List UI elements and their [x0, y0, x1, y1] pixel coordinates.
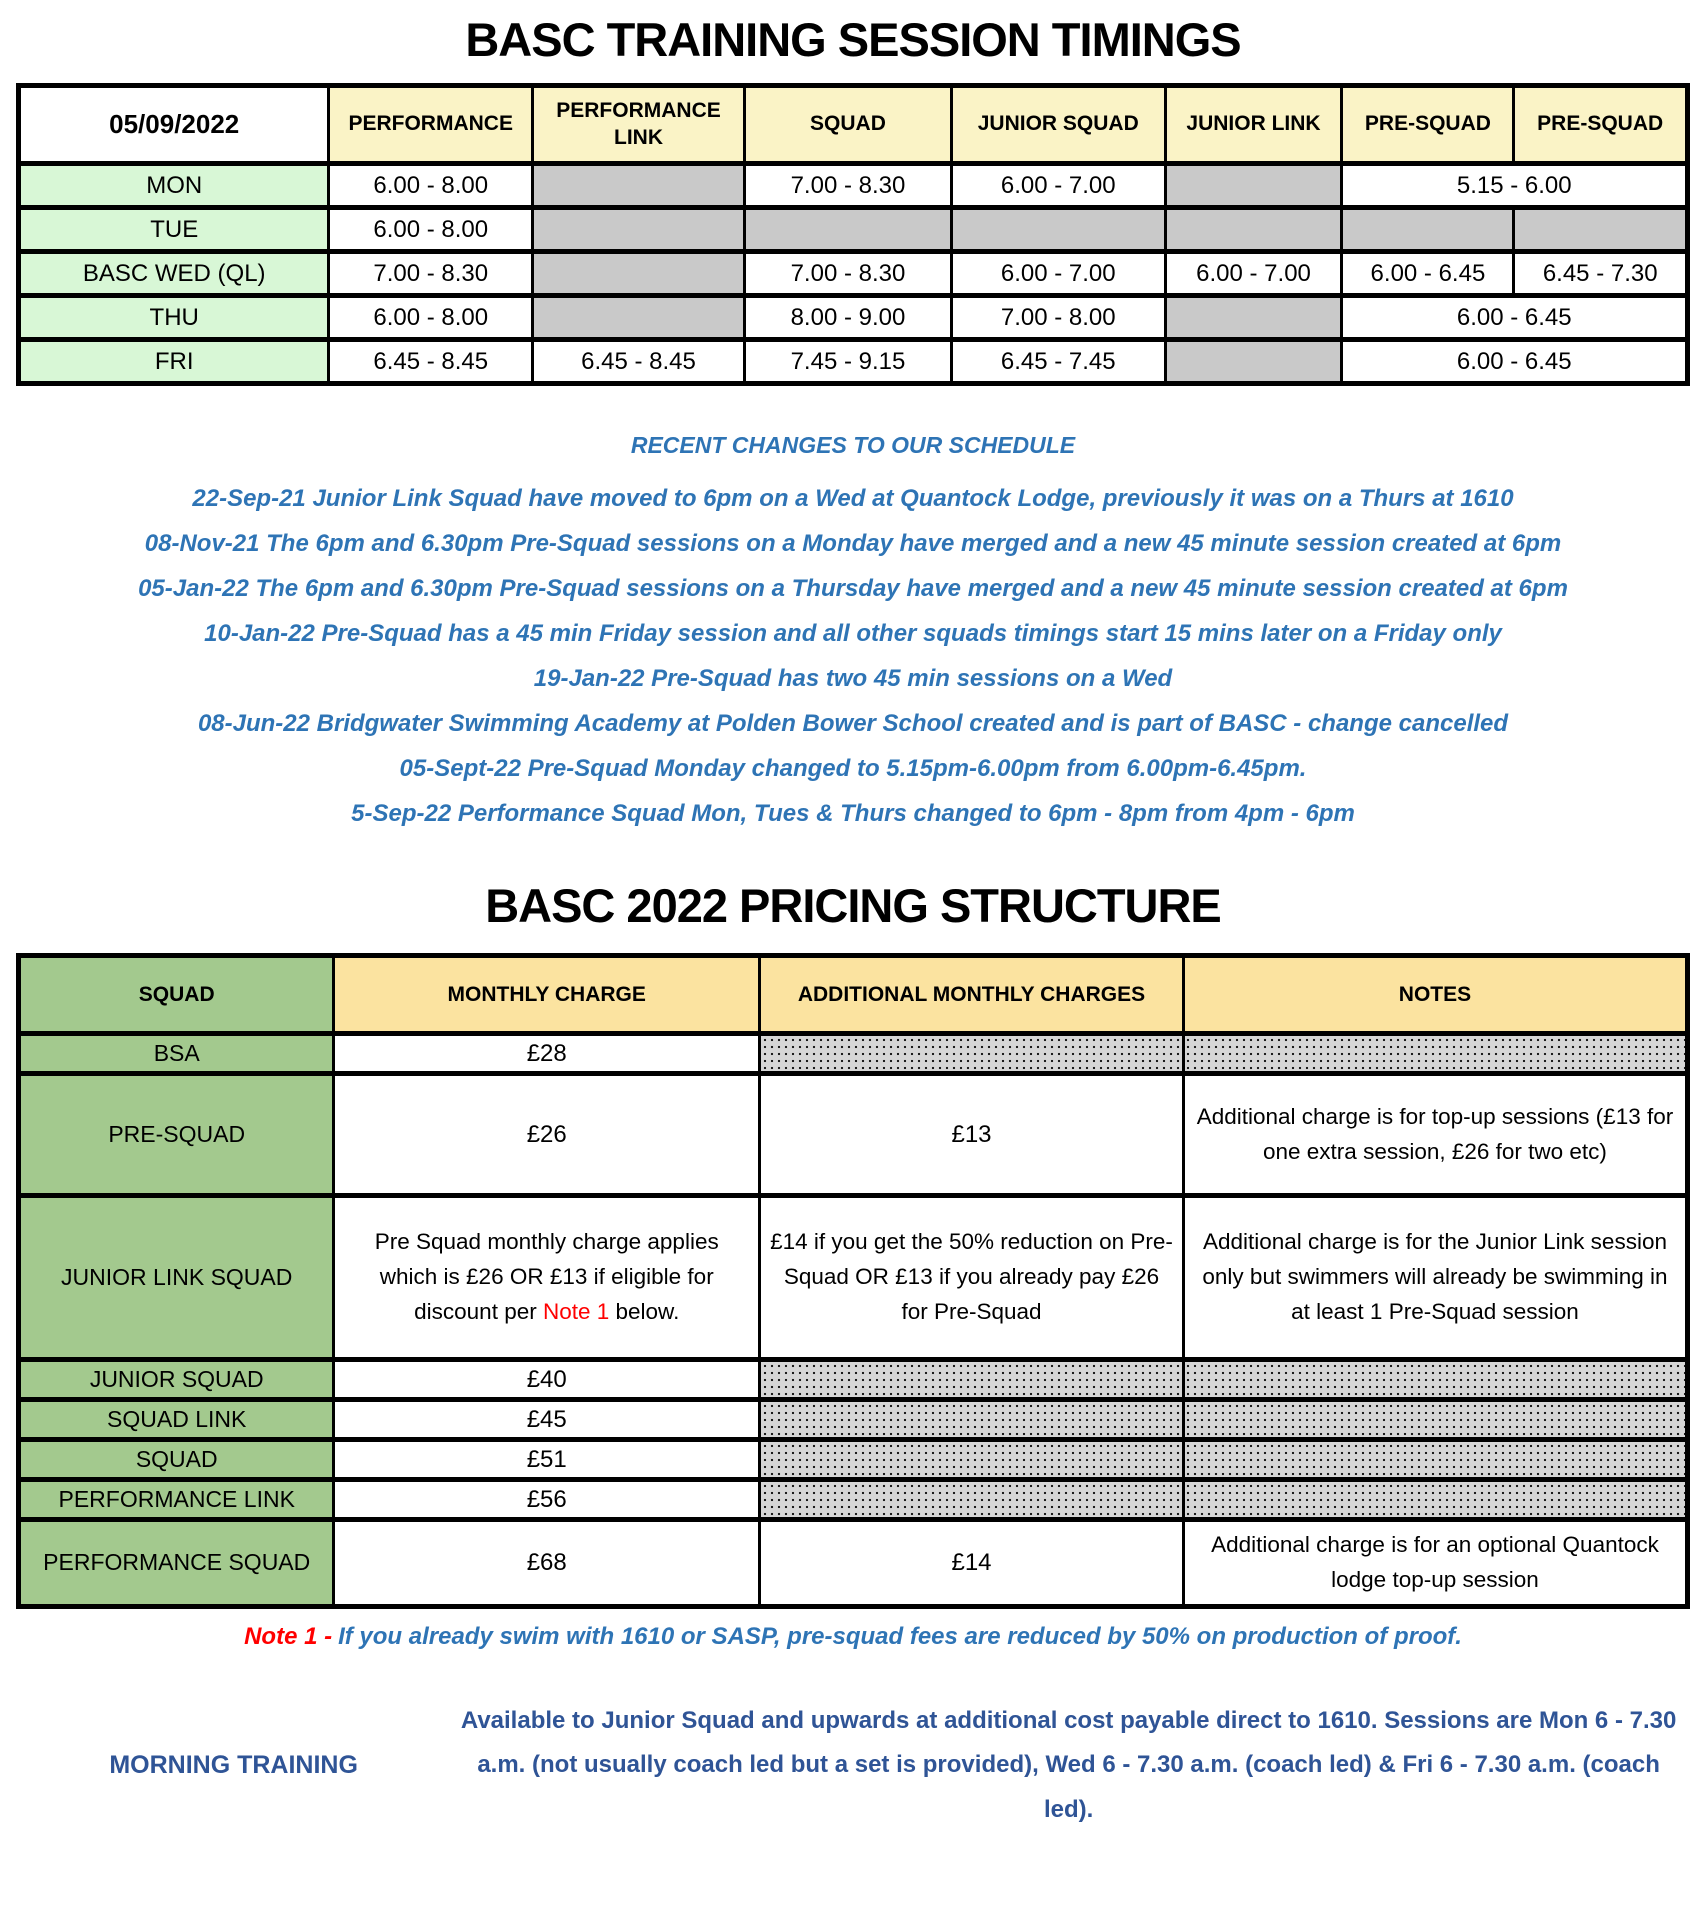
note1-label: Note 1 - [244, 1622, 333, 1650]
pricing-header-squad: SQUAD [19, 956, 334, 1034]
timings-header-performance-link: PERFORMANCE LINK [533, 86, 745, 164]
morning-training-section [16, 1699, 1690, 1832]
timing-cell-empty [1514, 208, 1688, 252]
timing-cell: 7.00 - 8.30 [744, 164, 951, 208]
schedule-change-line: 22-Sep-21 Junior Link Squad have moved to 6pm on a Wed at Quantock Lodge, previously it was on a Thurs at 1610 [192, 485, 1514, 512]
schedule-change-line: 10-Jan-22 Pre-Squad has a 45 min Friday session and all other squads timings start 15 mins later on a Friday only [204, 620, 1502, 647]
timing-cell: 6.00 - 8.00 [329, 296, 533, 340]
timing-cell: 7.45 - 9.15 [744, 340, 951, 384]
timing-cell: 6.00 - 7.00 [951, 252, 1165, 296]
empty-cell [760, 1480, 1184, 1520]
squad-label: PERFORMANCE LINK [19, 1480, 334, 1520]
timings-title: BASC TRAINING SESSION TIMINGS [465, 13, 1241, 66]
timing-cell-merged: 6.00 - 6.45 [1342, 296, 1688, 340]
schedule-changes-heading: RECENT CHANGES TO OUR SCHEDULE [630, 432, 1076, 458]
note1-line [16, 1623, 1690, 1651]
empty-cell [760, 1360, 1184, 1400]
timing-cell: 8.00 - 9.00 [744, 296, 951, 340]
timings-header-performance: PERFORMANCE [329, 86, 533, 164]
timing-cell: 6.00 - 7.00 [951, 164, 1165, 208]
timings-header-row [19, 86, 1688, 164]
timing-cell-empty [1342, 208, 1514, 252]
pricing-row-squad [19, 1440, 1688, 1480]
timings-row-wed [19, 252, 1688, 296]
squad-label: JUNIOR LINK SQUAD [19, 1196, 334, 1360]
empty-cell [1183, 1034, 1687, 1074]
squad-label: JUNIOR SQUAD [19, 1360, 334, 1400]
timings-row-thu [19, 296, 1688, 340]
schedule-change-line: 08-Nov-21 The 6pm and 6.30pm Pre-Squad sessions on a Monday have merged and a new 45 minute session created at 6pm [144, 530, 1562, 557]
timing-cell-empty [1165, 340, 1342, 384]
squad-label: SQUAD [19, 1440, 334, 1480]
timings-header-junior-squad: JUNIOR SQUAD [951, 86, 1165, 164]
empty-cell [1183, 1480, 1687, 1520]
timing-cell: 6.45 - 8.45 [533, 340, 745, 384]
pricing-header-additional: ADDITIONAL MONTHLY CHARGES [760, 956, 1184, 1034]
schedule-changes-section [16, 432, 1690, 828]
day-label: MON [19, 164, 329, 208]
timings-header-pre-squad-1: PRE-SQUAD [1342, 86, 1514, 164]
pricing-row-pre-squad [19, 1074, 1688, 1196]
squad-label: PRE-SQUAD [19, 1074, 334, 1196]
schedule-change-line: 5-Sep-22 Performance Squad Mon, Tues & Thurs changed to 6pm - 8pm from 4pm - 6pm [351, 800, 1355, 827]
notes-cell: Additional charge is for top-up sessions (£13 for one extra session, £26 for two etc) [1183, 1074, 1687, 1196]
timing-cell-empty [1165, 208, 1342, 252]
day-label: FRI [19, 340, 329, 384]
timings-row-fri [19, 340, 1688, 384]
timing-cell: 7.00 - 8.00 [951, 296, 1165, 340]
morning-training-label: MORNING TRAINING [109, 1750, 358, 1779]
timing-cell: 6.45 - 8.45 [329, 340, 533, 384]
timing-cell-empty [533, 164, 745, 208]
monthly-charge: £51 [334, 1440, 760, 1480]
schedule-change-line: 08-Jun-22 Bridgwater Swimming Academy at Polden Bower School created and is part of BASC - change cancelled [197, 710, 1509, 737]
timing-cell: 6.00 - 8.00 [329, 208, 533, 252]
empty-cell [1183, 1400, 1687, 1440]
empty-cell [1183, 1360, 1687, 1400]
timing-cell: 6.45 - 7.30 [1514, 252, 1688, 296]
timings-row-tue [19, 208, 1688, 252]
squad-label: SQUAD LINK [19, 1400, 334, 1440]
monthly-charge: £40 [334, 1360, 760, 1400]
monthly-charge [334, 1196, 760, 1360]
timing-cell: 6.45 - 7.45 [951, 340, 1165, 384]
timing-cell-empty [1165, 296, 1342, 340]
timings-header-junior-link: JUNIOR LINK [1165, 86, 1342, 164]
squad-label: PERFORMANCE SQUAD [19, 1520, 334, 1607]
monthly-charge-text: below. [609, 1298, 680, 1324]
monthly-charge: £45 [334, 1400, 760, 1440]
empty-cell [760, 1400, 1184, 1440]
schedule-change-line: 19-Jan-22 Pre-Squad has two 45 min sessions on a Wed [533, 665, 1173, 692]
timings-header-pre-squad-2: PRE-SQUAD [1514, 86, 1688, 164]
empty-cell [760, 1440, 1184, 1480]
timings-header-date: 05/09/2022 [19, 86, 329, 164]
pricing-header-notes: NOTES [1183, 956, 1687, 1034]
timing-cell: 7.00 - 8.30 [744, 252, 951, 296]
day-label: TUE [19, 208, 329, 252]
pricing-table [16, 953, 1690, 1609]
notes-cell: Additional charge is for an optional Quantock lodge top-up session [1183, 1520, 1687, 1607]
pricing-row-junior-link [19, 1196, 1688, 1360]
notes-cell: Additional charge is for the Junior Link session only but swimmers will already be swimming in at least 1 Pre-Squad session [1183, 1196, 1687, 1360]
squad-label: BSA [19, 1034, 334, 1074]
additional-charge: £13 [760, 1074, 1184, 1196]
pricing-row-performance-squad [19, 1520, 1688, 1607]
timing-cell: 6.00 - 8.00 [329, 164, 533, 208]
monthly-charge-text: Pre Squad monthly charge applies which is £26 OR £13 if eligible for discount per [374, 1229, 719, 1324]
schedule-change-line: 05-Sept-22 Pre-Squad Monday changed to 5.15pm-6.00pm from 6.00pm-6.45pm. [399, 755, 1307, 782]
monthly-charge: £68 [334, 1520, 760, 1607]
empty-cell [760, 1034, 1184, 1074]
pricing-header-monthly: MONTHLY CHARGE [334, 956, 760, 1034]
morning-training-text: Available to Junior Squad and upwards at additional cost payable direct to 1610. Sessions are Mon 6 - 7.30 a.m. (not usually coach led but a set is provided), Wed 6 - 7.30 a.m. (coach led) & Fri 6 - 7.30 a.m. (coach led). [460, 1706, 1677, 1823]
timing-cell-empty [744, 208, 951, 252]
day-label: BASC WED (QL) [19, 252, 329, 296]
pricing-row-bsa [19, 1034, 1688, 1074]
pricing-row-junior-squad [19, 1360, 1688, 1400]
training-timings-table [16, 83, 1690, 386]
monthly-charge: £28 [334, 1034, 760, 1074]
timing-cell-empty [951, 208, 1165, 252]
additional-charge: £14 [760, 1520, 1184, 1607]
day-label: THU [19, 296, 329, 340]
timing-cell: 6.00 - 7.00 [1165, 252, 1342, 296]
timings-row-mon [19, 164, 1688, 208]
timing-cell-empty [533, 208, 745, 252]
note1-text: If you already swim with 1610 or SASP, pre-squad fees are reduced by 50% on production of proof. [338, 1622, 1462, 1650]
timing-cell-empty [533, 296, 745, 340]
timing-cell-empty [1165, 164, 1342, 208]
additional-charge: £14 if you get the 50% reduction on Pre-Squad OR £13 if you already pay £26 for Pre-Squad [760, 1196, 1184, 1360]
pricing-row-squad-link [19, 1400, 1688, 1440]
note1-reference: Note 1 [542, 1298, 610, 1324]
timing-cell-empty [533, 252, 745, 296]
timing-cell: 7.00 - 8.30 [329, 252, 533, 296]
pricing-header-row [19, 956, 1688, 1034]
timing-cell: 6.00 - 6.45 [1342, 252, 1514, 296]
timing-cell-merged: 6.00 - 6.45 [1342, 340, 1688, 384]
pricing-row-performance-link [19, 1480, 1688, 1520]
timings-header-squad: SQUAD [744, 86, 951, 164]
empty-cell [1183, 1440, 1687, 1480]
monthly-charge: £26 [334, 1074, 760, 1196]
schedule-change-line: 05-Jan-22 The 6pm and 6.30pm Pre-Squad sessions on a Thursday have merged and a new 45 minute session created at 6pm [138, 575, 1568, 602]
timing-cell-merged: 5.15 - 6.00 [1342, 164, 1688, 208]
pricing-title: BASC 2022 PRICING STRUCTURE [485, 879, 1221, 932]
monthly-charge: £56 [334, 1480, 760, 1520]
